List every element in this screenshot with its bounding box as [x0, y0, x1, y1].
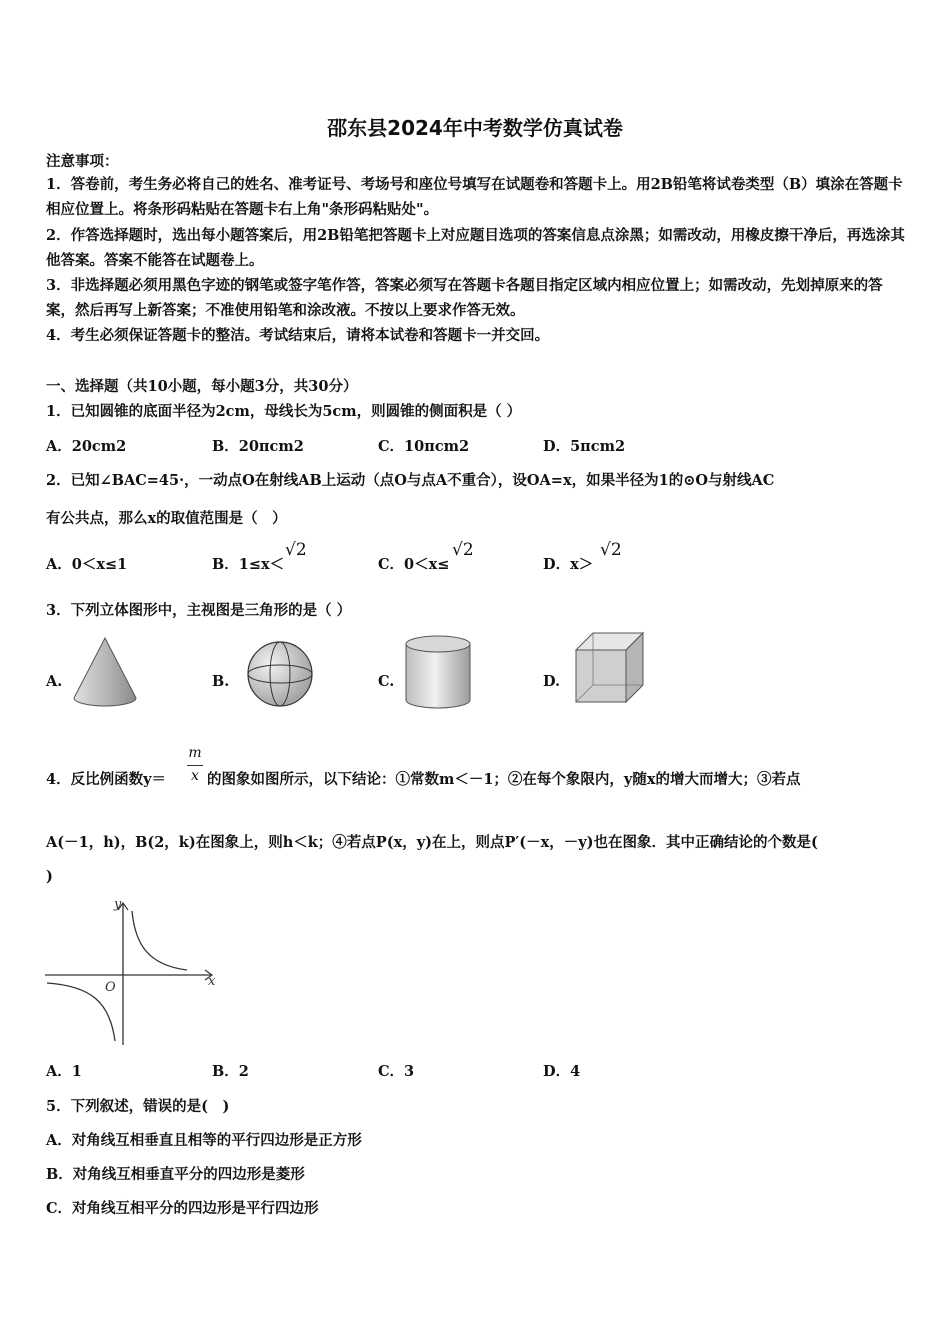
question-2-option-a: A．0＜x≤1 — [46, 556, 128, 573]
question-2-option-c-sqrt: √2 — [452, 540, 474, 560]
section-heading: 一、选择题（共10小题，每小题3分，共30分） — [46, 378, 358, 395]
question-1-option-b: B．20πcm2 — [212, 438, 304, 455]
question-4-option-a: A．1 — [46, 1063, 82, 1080]
notice-heading: 注意事项： — [46, 153, 119, 170]
fraction-numerator: m — [188, 745, 202, 761]
sphere-figure — [244, 638, 316, 710]
cube-figure — [573, 630, 647, 706]
notice-item-3: 3．非选择题必须用黑色字迹的钢笔或签字笔作答，答案必须写在答题卡各题目指定区域内相应位置上；如需改动，先划掉原来的答案，然后再写上新答案；不准使用铅笔和涂改液。不按以上要求作答无效。 — [46, 277, 883, 319]
question-4-stem-prefix: 4．反比例函数y＝ — [46, 771, 167, 788]
question-3-option-a: A. — [46, 673, 63, 690]
question-5-option-b: B．对角线互相垂直平分的四边形是菱形 — [46, 1166, 305, 1183]
question-1-stem: 1．已知圆锥的底面半径为2cm，母线长为5cm，则圆锥的侧面积是（ ） — [46, 403, 522, 420]
question-4-option-d: D．4 — [543, 1063, 581, 1080]
question-2-option-d: D．x＞ — [543, 556, 594, 573]
y-axis-label: y — [114, 897, 122, 912]
question-5-stem: 5．下列叙述，错误的是( ) — [46, 1098, 230, 1115]
question-2-option-c: C．0＜x≤ — [378, 556, 450, 573]
question-5-option-a: A．对角线互相垂直且相等的平行四边形是正方形 — [46, 1132, 362, 1149]
question-4-stem-line-3: ) — [46, 868, 53, 885]
question-3-option-b: B. — [212, 673, 230, 690]
question-4-stem-continued: 的图象如图所示，以下结论：①常数m＜－1；②在每个象限内，y随x的增大而增大；③若点 — [207, 771, 801, 788]
question-1-option-d: D．5πcm2 — [543, 438, 626, 455]
question-3-stem: 3．下列立体图形中，主视图是三角形的是（ ） — [46, 602, 352, 619]
notice-item-1: 1．答卷前，考生务必将自己的姓名、准考证号、考场号和座位号填写在试题卷和答题卡上。用2B铅笔将试卷类型（B）填涂在答题卡相应位置上。将条形码粘贴在答题卡右上角"条形码粘贴处"。 — [46, 176, 903, 218]
question-1-option-c: C．10πcm2 — [378, 438, 470, 455]
question-3-option-c: C. — [378, 673, 395, 690]
fraction-bar — [187, 765, 203, 766]
question-5-option-c: C．对角线互相平分的四边形是平行四边形 — [46, 1200, 319, 1217]
question-2-option-b: B．1≤x＜ — [212, 556, 285, 573]
origin-label: O — [105, 980, 116, 995]
page-title: 邵东县2024年中考数学仿真试卷 — [327, 116, 623, 140]
question-3-option-d: D. — [543, 673, 561, 690]
cone-figure — [70, 634, 140, 710]
hyperbola-graph — [42, 893, 222, 1048]
question-1-option-a: A．20cm2 — [46, 438, 127, 455]
notice-item-2: 2．作答选择题时，选出每小题答案后，用2B铅笔把答题卡上对应题目选项的答案信息点涂黑；如需改动，用橡皮擦干净后，再选涂其他答案。答案不能答在试题卷上。 — [46, 227, 905, 269]
question-4-stem-line-2: A(－1，h)，B(2，k)在图象上，则h＜k；④若点P(x，y)在上，则点P′(－x，－y)也在图象．其中正确结论的个数是( — [46, 834, 818, 851]
question-2-option-d-sqrt: √2 — [600, 540, 622, 560]
question-4-option-b: B．2 — [212, 1063, 249, 1080]
question-2-stem-line-1: 2．已知∠BAC=45·，一动点O在射线AB上运动（点O与点A不重合），设OA=x，如果半径为1的⊙O与射线AC — [46, 472, 775, 489]
hyperbola-branch-1 — [132, 911, 187, 970]
question-4-option-c: C．3 — [378, 1063, 415, 1080]
question-2-option-b-sqrt: √2 — [285, 540, 307, 560]
cylinder-figure — [403, 634, 473, 712]
x-axis-label: x — [208, 974, 216, 989]
notice-item-4: 4．考生必须保证答题卡的整洁。考试结束后，请将本试卷和答题卡一并交回。 — [46, 327, 550, 344]
question-2-stem-line-2: 有公共点，那么x的取值范围是（ ） — [46, 510, 287, 527]
fraction-denominator: x — [191, 768, 199, 784]
